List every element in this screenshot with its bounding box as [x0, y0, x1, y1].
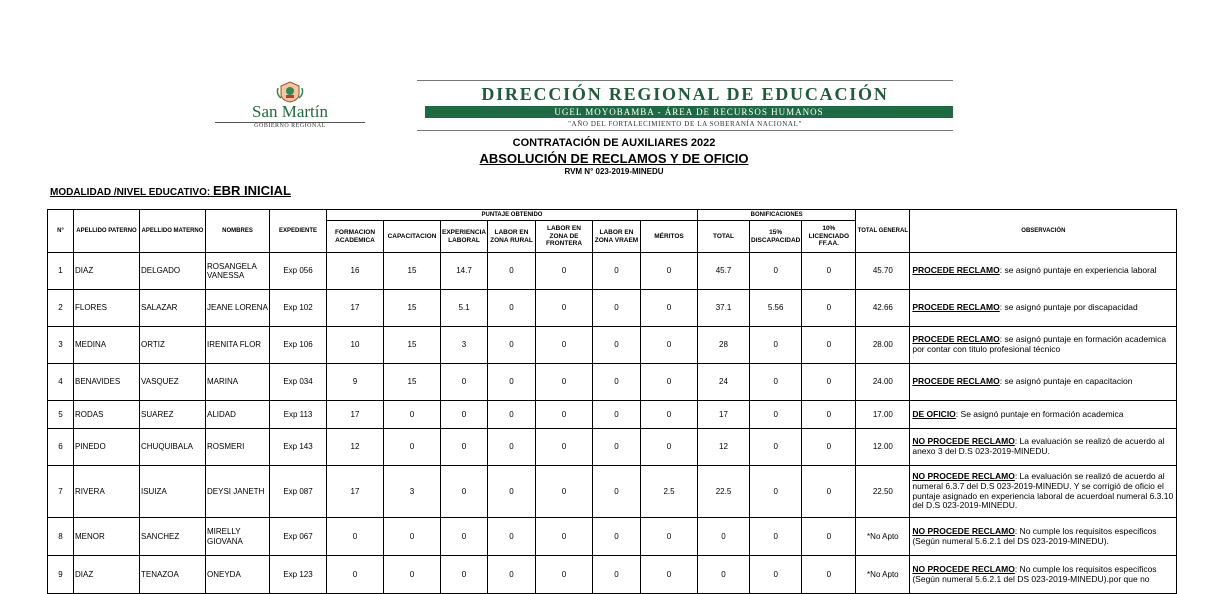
cell-discapacidad: 0	[750, 466, 802, 518]
cell-apellido-materno: SUAREZ	[140, 401, 206, 429]
cell-expediente: Exp 034	[270, 364, 327, 401]
col-apellido-materno: APELLIDO MATERNO	[140, 210, 206, 253]
results-table	[47, 209, 1177, 594]
cell-apellido-paterno: DIAZ	[74, 556, 140, 594]
obs-lead: NO PROCEDE RECLAMO	[912, 563, 1015, 574]
cell-total-general: *No Apto	[856, 518, 910, 556]
cell-zona-vraem: 0	[593, 253, 641, 290]
group-bonificaciones: BONIFICACIONES	[698, 210, 856, 221]
cell-zona-vraem: 0	[593, 466, 641, 518]
cell-meritos: 0	[641, 290, 698, 327]
cell-formacion: 17	[327, 401, 384, 429]
cell-observacion	[910, 364, 1177, 401]
cell-nombres: ONEYDA	[206, 556, 270, 594]
col-experiencia: EXPERIENCIA LABORAL	[441, 221, 488, 253]
cell-total-general: 12.00	[856, 429, 910, 466]
cell-apellido-materno: TENAZOA	[140, 556, 206, 594]
obs-lead: PROCEDE RECLAMO	[912, 302, 1000, 313]
cell-zona-vraem: 0	[593, 429, 641, 466]
cell-expediente: Exp 123	[270, 556, 327, 594]
cell-zona-vraem: 0	[593, 364, 641, 401]
cell-total: 22.5	[698, 466, 750, 518]
cell-total-general: *No Apto	[856, 556, 910, 594]
col-n: N°	[48, 210, 74, 253]
cell-expediente: Exp 102	[270, 290, 327, 327]
cell-capacitacion: 15	[384, 364, 441, 401]
cell-observacion	[910, 466, 1177, 518]
cell-total-general: 45.70	[856, 253, 910, 290]
cell-observacion	[910, 253, 1177, 290]
cell-capacitacion: 0	[384, 401, 441, 429]
header-rule-bottom	[417, 130, 953, 131]
cell-formacion: 17	[327, 290, 384, 327]
cell-apellido-materno: ISUIZA	[140, 466, 206, 518]
dre-title: DIRECCIÓN REGIONAL DE EDUCACIÓN	[481, 84, 889, 104]
table-row	[48, 364, 1177, 401]
obs-text: : No cumple los requisitos especificos (Según numeral 5.6.2.1 del DS 023-2019-MINEDU).por que no	[912, 563, 1157, 584]
cell-observacion	[910, 556, 1177, 594]
cell-n: 1	[48, 253, 74, 290]
obs-lead: PROCEDE RECLAMO	[912, 334, 1000, 345]
cell-zona-vraem: 0	[593, 327, 641, 364]
cell-nombres: IRENITA FLOR	[206, 327, 270, 364]
cell-discapacidad: 0	[750, 327, 802, 364]
logo-subtitle: GOBIERNO REGIONAL	[254, 123, 326, 129]
cell-experiencia: 0	[441, 466, 488, 518]
cell-total-general: 17.00	[856, 401, 910, 429]
cell-capacitacion: 0	[384, 556, 441, 594]
cell-expediente: Exp 113	[270, 401, 327, 429]
col-total: TOTAL	[698, 221, 750, 253]
cell-nombres: DEYSI JANETH	[206, 466, 270, 518]
col-apellido-paterno: APELLIDO PATERNO	[74, 210, 140, 253]
col-licenciado: 10% LICENCIADO FF.AA.	[802, 221, 856, 253]
cell-n: 8	[48, 518, 74, 556]
cell-total-general: 22.50	[856, 466, 910, 518]
cell-discapacidad: 0	[750, 556, 802, 594]
cell-expediente: Exp 056	[270, 253, 327, 290]
cell-zona-frontera: 0	[536, 327, 593, 364]
cell-formacion: 16	[327, 253, 384, 290]
cell-zona-vraem: 0	[593, 518, 641, 556]
logo-name: San Martín	[251, 102, 329, 121]
cell-zona-frontera: 0	[536, 466, 593, 518]
table-row	[48, 429, 1177, 466]
obs-lead: NO PROCEDE RECLAMO	[912, 525, 1015, 536]
cell-discapacidad: 0	[750, 364, 802, 401]
obs-text: : Se asignó puntaje en formación academica	[955, 408, 1124, 419]
obs-text: : No cumple los requisitos especificos (Según numeral 5.6.2.1 del DS 023-2019-MINEDU).	[912, 525, 1157, 546]
cell-zona-rural: 0	[488, 429, 536, 466]
cell-meritos: 0	[641, 364, 698, 401]
obs-text: : La evaluación se realizó de acuerdo al anexo 3 del D.S 023-2019-MINEDU.	[912, 436, 1165, 456]
col-discapacidad: 15% DISCAPACIDAD	[750, 221, 802, 253]
cell-total: 12	[698, 429, 750, 466]
cell-apellido-materno: SALAZAR	[140, 290, 206, 327]
modalidad-value: EBR INICIAL	[212, 183, 291, 198]
doc-title: CONTRATACIÓN DE AUXILIARES 2022	[512, 137, 716, 149]
cell-observacion	[910, 327, 1177, 364]
obs-text: : se asignó puntaje en capacitacion	[999, 376, 1133, 387]
cell-total-general: 42.66	[856, 290, 910, 327]
doc-reference: RVM N° 023-2019-MINEDU	[564, 167, 664, 176]
cell-n: 4	[48, 364, 74, 401]
cell-n: 5	[48, 401, 74, 429]
crest-icon	[275, 80, 305, 104]
cell-licenciado: 0	[802, 290, 856, 327]
cell-apellido-paterno: MENOR	[74, 518, 140, 556]
col-expediente: EXPEDIENTE	[270, 210, 327, 253]
cell-nombres: MIRELLY GIOVANA	[206, 518, 270, 556]
table-row	[48, 327, 1177, 364]
cell-meritos: 0	[641, 518, 698, 556]
cell-meritos: 0	[641, 429, 698, 466]
table-row	[48, 518, 1177, 556]
cell-expediente: Exp 087	[270, 466, 327, 518]
obs-lead: NO PROCEDE RECLAMO	[912, 470, 1015, 481]
cell-expediente: Exp 067	[270, 518, 327, 556]
cell-observacion	[910, 401, 1177, 429]
col-meritos: MÉRITOS	[641, 221, 698, 253]
table-row	[48, 466, 1177, 518]
cell-licenciado: 0	[802, 429, 856, 466]
cell-apellido-materno: CHUQUIBALA	[140, 429, 206, 466]
cell-formacion: 0	[327, 518, 384, 556]
obs-lead: DE OFICIO	[912, 408, 956, 419]
header-rule-top	[417, 80, 953, 81]
cell-n: 7	[48, 466, 74, 518]
cell-total: 45.7	[698, 253, 750, 290]
obs-text: : se asignó puntaje por discapacidad	[999, 302, 1138, 313]
ugel-band: UGEL MOYOBAMBA - ÁREA DE RECURSOS HUMANOS	[425, 106, 953, 118]
cell-licenciado: 0	[802, 466, 856, 518]
cell-total: 28	[698, 327, 750, 364]
cell-total: 24	[698, 364, 750, 401]
cell-licenciado: 0	[802, 327, 856, 364]
cell-nombres: JEANE LORENA	[206, 290, 270, 327]
san-martin-logo	[215, 80, 365, 130]
cell-apellido-paterno: MEDINA	[74, 327, 140, 364]
cell-capacitacion: 15	[384, 327, 441, 364]
cell-zona-frontera: 0	[536, 253, 593, 290]
cell-zona-rural: 0	[488, 556, 536, 594]
table-row	[48, 253, 1177, 290]
cell-experiencia: 0	[441, 429, 488, 466]
cell-capacitacion: 15	[384, 253, 441, 290]
cell-licenciado: 0	[802, 364, 856, 401]
cell-zona-rural: 0	[488, 290, 536, 327]
cell-experiencia: 0	[441, 364, 488, 401]
cell-total: 37.1	[698, 290, 750, 327]
doc-subtitle: ABSOLUCIÓN DE RECLAMOS Y DE OFICIO	[479, 151, 749, 166]
cell-zona-vraem: 0	[593, 290, 641, 327]
cell-observacion	[910, 518, 1177, 556]
cell-n: 9	[48, 556, 74, 594]
cell-licenciado: 0	[802, 556, 856, 594]
col-formacion: FORMACION ACADEMICA	[327, 221, 384, 253]
cell-apellido-materno: SANCHEZ	[140, 518, 206, 556]
cell-nombres: ROSANGELA VANESSA	[206, 253, 270, 290]
col-zona-rural: LABOR EN ZONA RURAL	[488, 221, 536, 253]
cell-meritos: 0	[641, 327, 698, 364]
cell-meritos: 2.5	[641, 466, 698, 518]
cell-licenciado: 0	[802, 401, 856, 429]
table-row	[48, 556, 1177, 594]
header-row-groups	[48, 210, 1177, 221]
cell-total-general: 24.00	[856, 364, 910, 401]
cell-zona-rural: 0	[488, 466, 536, 518]
obs-text: : La evaluación se realizó de acuerdo al numeral 6.3.7 del D.S 023-2019-MINEDU. Y se corrigió de oficio el puntaje asignado en experiencia laboral de acuerdoal numeral 6.3.10 del D.S 023-2019-MINEDU.	[912, 470, 1174, 511]
cell-zona-rural: 0	[488, 401, 536, 429]
col-capacitacion: CAPACITACION	[384, 221, 441, 253]
cell-meritos: 0	[641, 401, 698, 429]
col-observacion: OBSERVACIÓN	[910, 210, 1177, 253]
cell-n: 6	[48, 429, 74, 466]
cell-nombres: ROSMERI	[206, 429, 270, 466]
cell-zona-frontera: 0	[536, 518, 593, 556]
cell-zona-frontera: 0	[536, 401, 593, 429]
cell-expediente: Exp 143	[270, 429, 327, 466]
cell-zona-vraem: 0	[593, 556, 641, 594]
cell-n: 2	[48, 290, 74, 327]
modalidad-line	[50, 183, 291, 198]
cell-formacion: 9	[327, 364, 384, 401]
cell-zona-rural: 0	[488, 518, 536, 556]
cell-experiencia: 0	[441, 401, 488, 429]
table-row	[48, 401, 1177, 429]
cell-nombres: ALIDAD	[206, 401, 270, 429]
col-nombres: NOMBRES	[206, 210, 270, 253]
cell-capacitacion: 0	[384, 518, 441, 556]
cell-apellido-materno: DELGADO	[140, 253, 206, 290]
col-zona-frontera: LABOR EN ZONA DE FRONTERA	[536, 221, 593, 253]
obs-text: : se asignó puntaje en experiencia laboral	[999, 265, 1157, 276]
cell-meritos: 0	[641, 253, 698, 290]
obs-lead: PROCEDE RECLAMO	[912, 265, 1000, 276]
cell-experiencia: 3	[441, 327, 488, 364]
cell-total: 0	[698, 556, 750, 594]
cell-meritos: 0	[641, 556, 698, 594]
cell-apellido-materno: VASQUEZ	[140, 364, 206, 401]
cell-apellido-materno: ORTIZ	[140, 327, 206, 364]
cell-total: 17	[698, 401, 750, 429]
cell-apellido-paterno: RIVERA	[74, 466, 140, 518]
cell-discapacidad: 5.56	[750, 290, 802, 327]
cell-zona-rural: 0	[488, 364, 536, 401]
cell-formacion: 17	[327, 466, 384, 518]
year-motto: "AÑO DEL FORTALECIMIENTO DE LA SOBERANÍA NACIONAL"	[568, 120, 802, 128]
table-row	[48, 290, 1177, 327]
cell-nombres: MARINA	[206, 364, 270, 401]
cell-licenciado: 0	[802, 518, 856, 556]
cell-zona-vraem: 0	[593, 401, 641, 429]
cell-apellido-paterno: DIAZ	[74, 253, 140, 290]
cell-zona-rural: 0	[488, 253, 536, 290]
obs-text: : se asignó puntaje en formación academica por contar con titulo profesional técnico	[912, 334, 1167, 354]
cell-apellido-paterno: PINEDO	[74, 429, 140, 466]
col-total-general: TOTAL GENERAL	[856, 210, 910, 253]
cell-discapacidad: 0	[750, 253, 802, 290]
obs-lead: NO PROCEDE RECLAMO	[912, 436, 1015, 447]
col-zona-vraem: LABOR EN ZONA VRAEM	[593, 221, 641, 253]
cell-experiencia: 0	[441, 518, 488, 556]
cell-licenciado: 0	[802, 253, 856, 290]
cell-apellido-paterno: RODAS	[74, 401, 140, 429]
cell-total-general: 28.00	[856, 327, 910, 364]
cell-discapacidad: 0	[750, 401, 802, 429]
cell-zona-frontera: 0	[536, 429, 593, 466]
cell-capacitacion: 0	[384, 429, 441, 466]
cell-zona-frontera: 0	[536, 290, 593, 327]
cell-formacion: 10	[327, 327, 384, 364]
cell-experiencia: 5.1	[441, 290, 488, 327]
cell-n: 3	[48, 327, 74, 364]
cell-zona-frontera: 0	[536, 364, 593, 401]
cell-formacion: 0	[327, 556, 384, 594]
cell-zona-frontera: 0	[536, 556, 593, 594]
cell-expediente: Exp 106	[270, 327, 327, 364]
cell-observacion	[910, 429, 1177, 466]
cell-capacitacion: 15	[384, 290, 441, 327]
cell-apellido-paterno: BENAVIDES	[74, 364, 140, 401]
cell-capacitacion: 3	[384, 466, 441, 518]
cell-discapacidad: 0	[750, 429, 802, 466]
obs-lead: PROCEDE RECLAMO	[912, 376, 1000, 387]
cell-observacion	[910, 290, 1177, 327]
cell-apellido-paterno: FLORES	[74, 290, 140, 327]
cell-formacion: 12	[327, 429, 384, 466]
cell-zona-rural: 0	[488, 327, 536, 364]
cell-experiencia: 14.7	[441, 253, 488, 290]
cell-discapacidad: 0	[750, 518, 802, 556]
cell-total: 0	[698, 518, 750, 556]
modalidad-label: MODALIDAD /NIVEL EDUCATIVO:	[50, 187, 211, 198]
group-puntaje: PUNTAJE OBTENIDO	[327, 210, 698, 221]
cell-experiencia: 0	[441, 556, 488, 594]
